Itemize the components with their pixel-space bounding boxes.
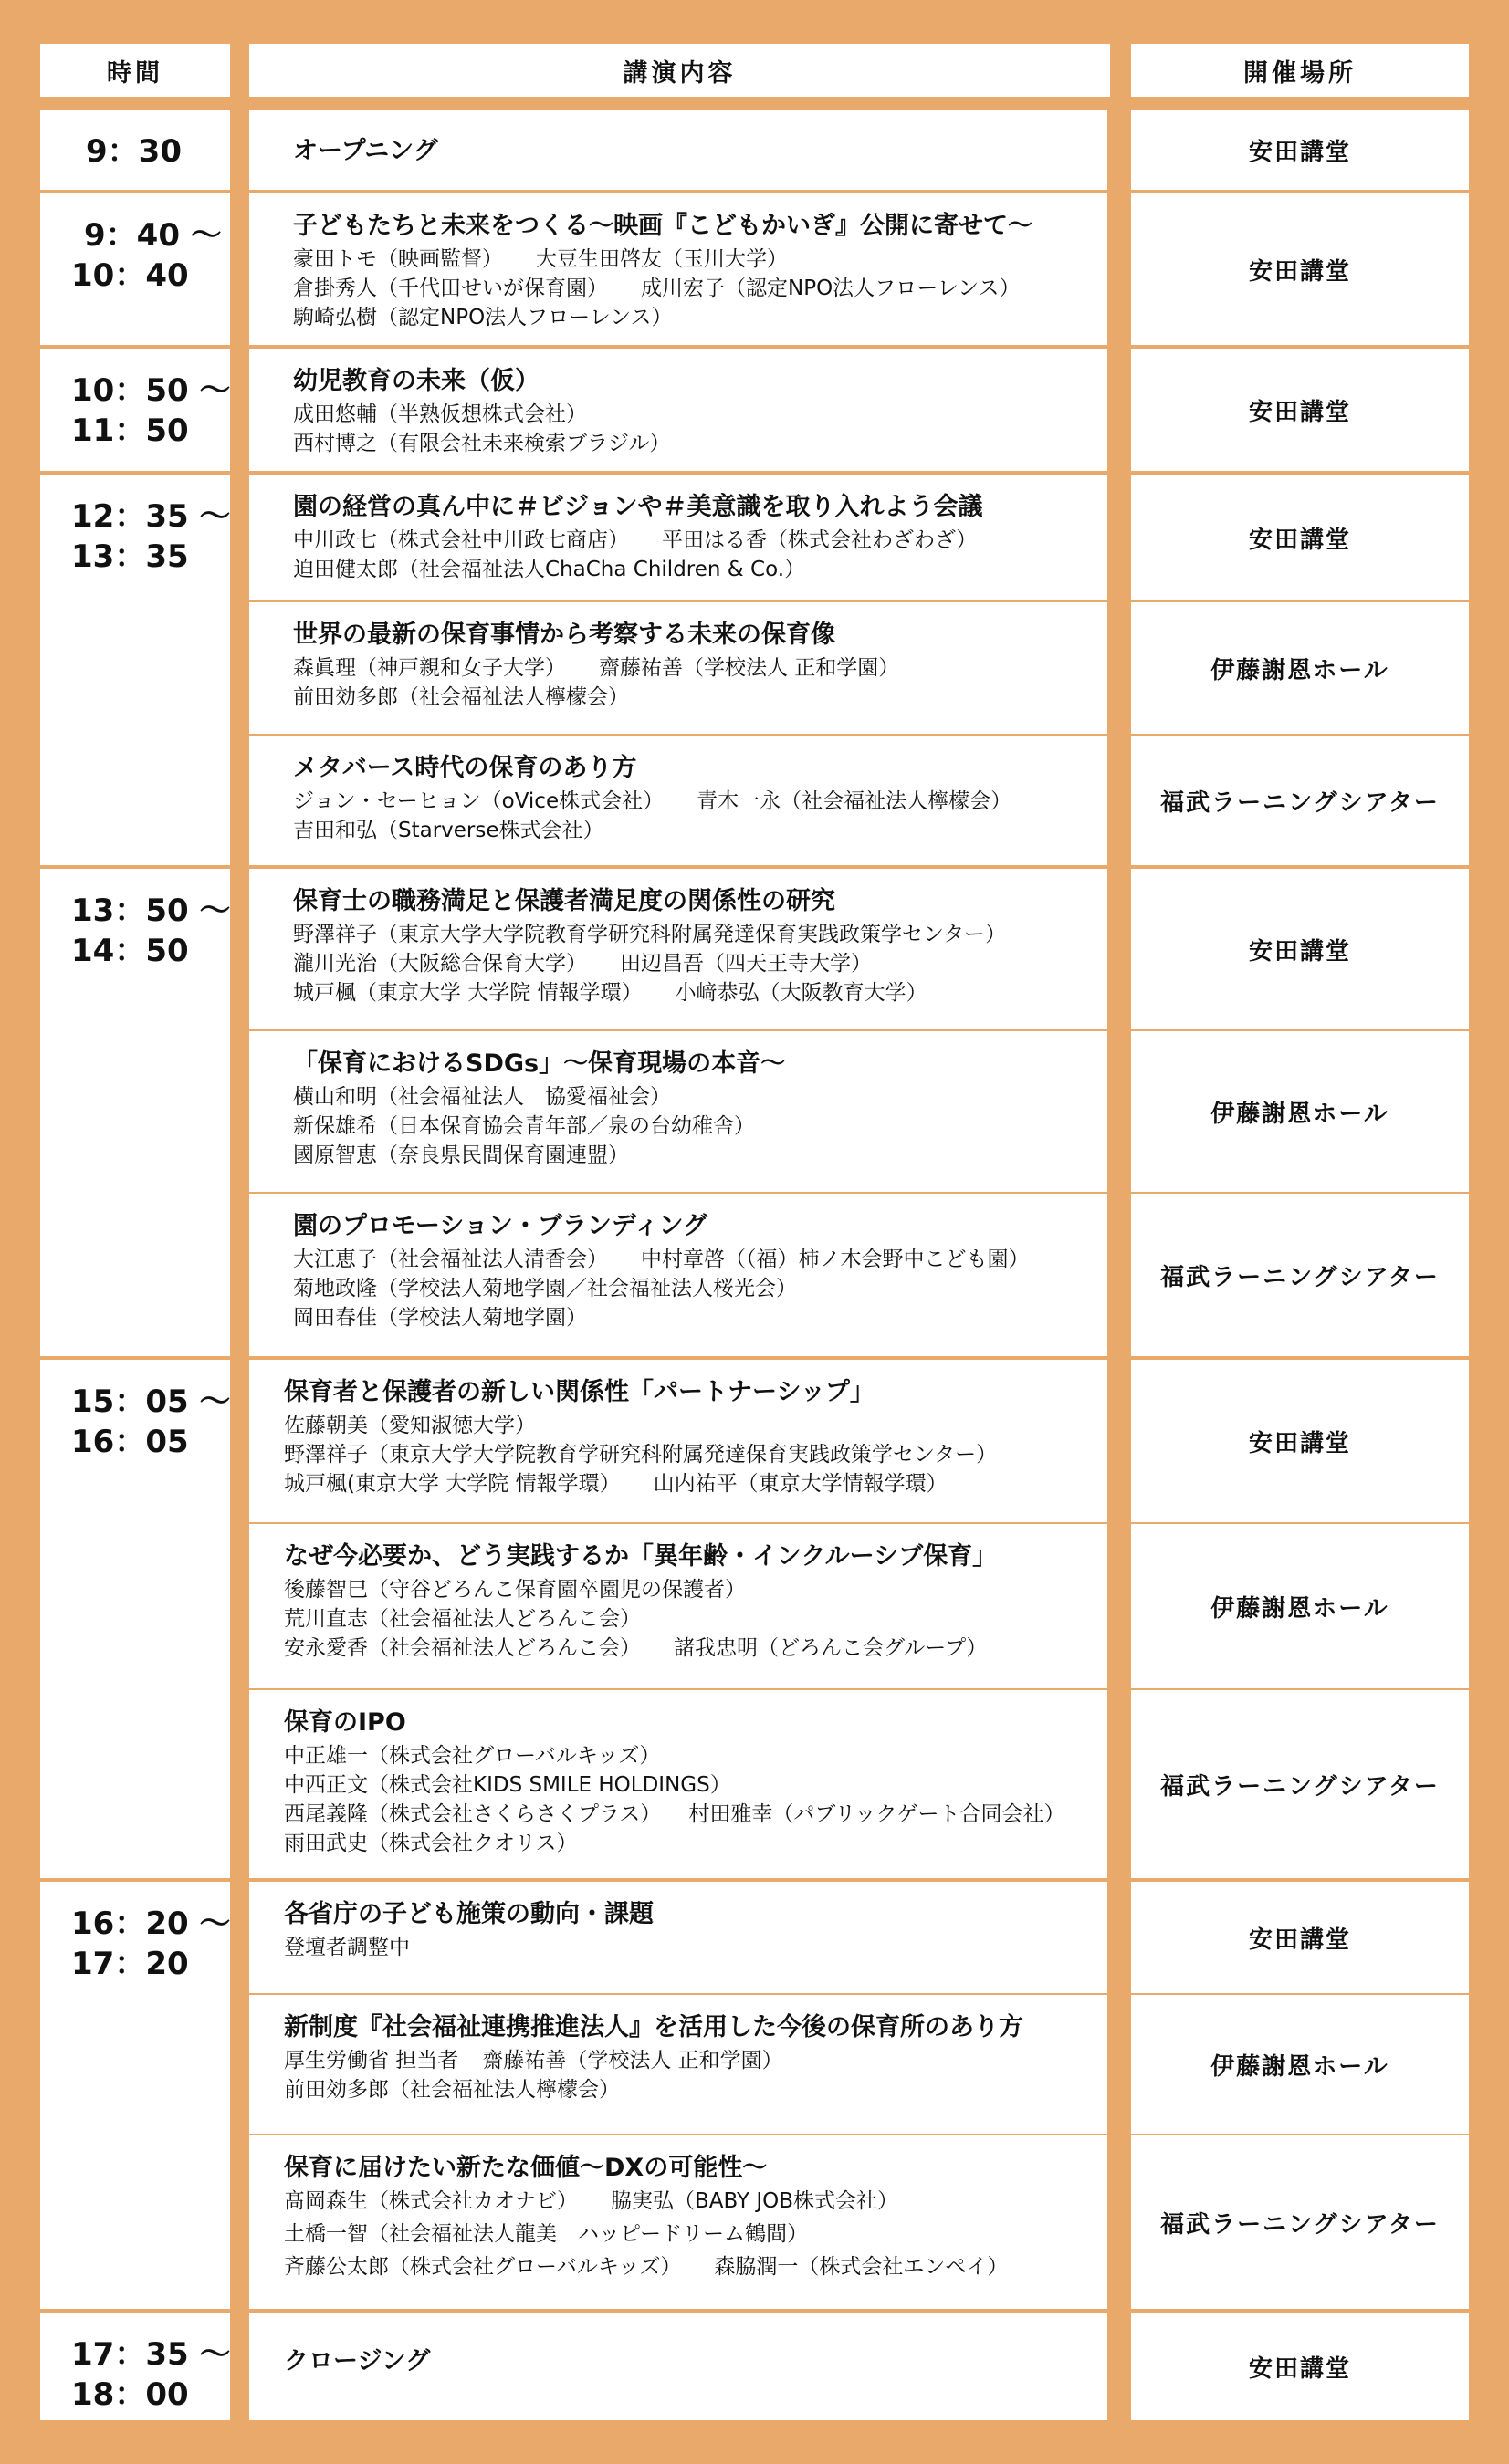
session-venue: 安田講堂 <box>1131 2313 1469 2420</box>
session-venue: 福武ラーニングシアター <box>1131 1194 1469 1356</box>
speaker-line: 登壇者調整中 <box>284 1936 410 1959</box>
header-time: 時間 <box>40 44 230 97</box>
session-row <box>249 193 1469 345</box>
time-start: 9：30 <box>86 133 182 170</box>
speaker-line: 斉藤公太郎（株式会社グローバルキッズ） 森脇潤一（株式会社エンペイ） <box>284 2255 1009 2279</box>
time-slot-8 <box>40 2313 230 2420</box>
time-end: 17：20 <box>71 1946 189 1982</box>
session-venue: 福武ラーニングシアター <box>1131 2135 1469 2309</box>
time-end: 16：05 <box>71 1424 189 1460</box>
time-end: 13：35 <box>71 538 189 575</box>
session-title: 子どもたちと未来をつくる〜映画『こどもかいぎ』公開に寄せて〜 <box>293 212 1032 240</box>
session-venue: 伊藤謝恩ホール <box>1131 602 1469 734</box>
session-title: 園の経営の真ん中に＃ビジョンや＃美意識を取り入れよう会議 <box>293 493 983 521</box>
session-venue: 安田講堂 <box>1131 869 1469 1029</box>
session-row <box>249 1882 1469 1993</box>
speaker-line: 西村博之（有限会社未来検索ブラジル） <box>293 432 671 455</box>
session-title: メタバース時代の保育のあり方 <box>293 754 637 782</box>
session-venue: 福武ラーニングシアター <box>1131 736 1469 865</box>
speaker-line: 荒川直志（社会福祉法人どろんこ会） <box>284 1607 641 1631</box>
session-venue: 伊藤謝恩ホール <box>1131 1995 1469 2134</box>
speaker-line: 後藤智巳（守谷どろんこ保育園卒園児の保護者） <box>284 1578 746 1602</box>
session-row <box>249 2135 1469 2309</box>
session-title: 保育士の職務満足と保護者満足度の関係性の研究 <box>293 887 835 915</box>
session-row <box>249 869 1469 1029</box>
speaker-line: 豪田トモ（映画監督） 大豆生田啓友（玉川大学） <box>293 247 788 271</box>
speaker-line: 髙岡森生（株式会社カオナビ） 脇実弘（BABY JOB株式会社） <box>284 2189 899 2213</box>
session-title: 幼児教育の未来（仮） <box>293 367 540 395</box>
speaker-line: 西尾義隆（株式会社さくらさくプラス） 村田雅幸（パブリックゲート合同会社） <box>284 1802 1065 1826</box>
session-venue: 安田講堂 <box>1131 475 1469 600</box>
time-start: 17：35 〜 <box>71 2336 231 2373</box>
speaker-line: 吉田和弘（Starverse株式会社） <box>293 819 604 842</box>
speaker-line: 岡田春佳（学校法人菊地学園） <box>293 1306 587 1330</box>
time-end: 14：50 <box>71 933 189 969</box>
session-title: 保育に届けたい新たな価値〜DXの可能性〜 <box>284 2154 768 2182</box>
session-venue: 安田講堂 <box>1131 1882 1469 1993</box>
time-start: 10：50 〜 <box>71 372 231 409</box>
speaker-line: 駒崎弘樹（認定NPO法人フローレンス） <box>293 306 673 329</box>
speaker-line: 國原智恵（奈良県民間保育園連盟） <box>293 1143 629 1167</box>
session-title: 保育のIPO <box>284 1708 406 1737</box>
header-venue: 開催場所 <box>1131 44 1469 97</box>
session-title: なぜ今必要か、どう実践するか「異年齢・インクルーシブ保育」 <box>284 1542 998 1571</box>
speaker-line: 前田効多郎（社会福祉法人檸檬会） <box>293 685 629 709</box>
speaker-line: 中西正文（株式会社KIDS SMILE HOLDINGS） <box>284 1773 731 1797</box>
session-row <box>249 475 1469 600</box>
speaker-line: 瀧川光治（大阪総合保育大学） 田辺昌吾（四天王寺大学） <box>293 952 872 976</box>
session-row <box>249 1690 1469 1878</box>
session-row <box>249 2313 1469 2420</box>
speaker-line: ジョン・セーヒョン（oVice株式会社） 青木一永（社会福祉法人檸檬会） <box>293 789 1012 813</box>
session-venue: 福武ラーニングシアター <box>1131 1690 1469 1878</box>
speaker-line: 大江恵子（社会福祉法人清香会） 中村章啓（（福）柿ノ木会野中こども園） <box>293 1248 1030 1271</box>
session-row <box>249 1360 1469 1522</box>
session-row <box>249 110 1469 190</box>
time-end: 18：00 <box>71 2376 189 2413</box>
session-title: 世界の最新の保育事情から考察する未来の保育像 <box>293 621 835 649</box>
time-start: 12：35 〜 <box>71 498 231 535</box>
speaker-line: 雨田武史（株式会社クオリス） <box>284 1832 578 1855</box>
session-venue: 安田講堂 <box>1131 349 1469 471</box>
session-row <box>249 602 1469 734</box>
session-title: 「保育におけるSDGs」〜保育現場の本音〜 <box>293 1049 786 1078</box>
time-start: 9：40 〜 <box>84 217 222 254</box>
time-slot-7 <box>40 1882 230 2309</box>
speaker-line: 安永愛香（社会福祉法人どろんこ会） 諸我忠明（どろんこ会グループ） <box>284 1636 988 1660</box>
speaker-line: 倉掛秀人（千代田せいが保育園） 成川宏子（認定NPO法人フローレンス） <box>293 277 1021 300</box>
time-slot-6 <box>40 1360 230 1878</box>
session-title: 保育者と保護者の新しい関係性「パートナーシップ」 <box>284 1378 875 1406</box>
session-venue: 伊藤謝恩ホール <box>1131 1524 1469 1688</box>
speaker-line: 新保雄希（日本保育協会青年部／泉の台幼稚舎） <box>293 1114 755 1138</box>
speaker-line: 中川政七（株式会社中川政七商店） 平田はる香（株式会社わざわざ） <box>293 528 978 552</box>
speaker-line: 佐藤朝美（愛知淑徳大学） <box>284 1414 536 1437</box>
session-venue: 安田講堂 <box>1131 1360 1469 1522</box>
time-slot-1 <box>40 110 230 190</box>
session-row <box>249 1524 1469 1688</box>
speaker-line: 野澤祥子（東京大学大学院教育学研究科附属発達保育実践政策学センター） <box>293 923 1007 946</box>
time-end: 10：40 <box>71 257 189 294</box>
session-venue: 安田講堂 <box>1131 193 1469 345</box>
time-slot-4 <box>40 475 230 865</box>
speaker-line: 野澤祥子（東京大学大学院教育学研究科附属発達保育実践政策学センター） <box>284 1443 998 1467</box>
time-start: 16：20 〜 <box>71 1905 231 1942</box>
session-row <box>249 1995 1469 2134</box>
time-end: 11：50 <box>71 412 189 449</box>
speaker-line: 城戸楓(東京大学 大学院 情報学環） 山内祐平（東京大学情報学環） <box>284 1472 948 1496</box>
speaker-line: 前田効多郎（社会福祉法人檸檬会） <box>284 2078 620 2102</box>
speaker-line: 城戸楓（東京大学 大学院 情報学環） 小﨑恭弘（大阪教育大学） <box>293 981 927 1005</box>
speaker-line: 厚生労働省 担当者 齋藤祐善（学校法人 正和学園） <box>284 2049 783 2072</box>
time-slot-3 <box>40 349 230 471</box>
session-row <box>249 1031 1469 1192</box>
session-title: クロージング <box>284 2347 431 2375</box>
time-slot-5 <box>40 869 230 1356</box>
time-start: 13：50 〜 <box>71 893 231 929</box>
speaker-line: 成田悠輔（半熟仮想株式会社） <box>293 402 587 426</box>
header-content: 講演内容 <box>249 44 1110 97</box>
session-title: 新制度『社会福祉連携推進法人』を活用した今後の保育所のあり方 <box>284 2013 1023 2041</box>
session-row <box>249 736 1469 865</box>
session-row <box>249 349 1469 471</box>
time-slot-2 <box>40 193 230 345</box>
session-title: オープニング <box>293 137 438 165</box>
speaker-line: 土橋一智（社会福祉法人龍美 ハッピードリーム鶴間） <box>284 2222 809 2246</box>
time-start: 15：05 〜 <box>71 1383 231 1420</box>
session-venue: 伊藤謝恩ホール <box>1131 1031 1469 1192</box>
speaker-line: 中正雄一（株式会社グローバルキッズ） <box>284 1744 661 1768</box>
session-title: 各省庁の子ども施策の動向・課題 <box>284 1900 654 1928</box>
speaker-line: 迫田健太郎（社会福祉法人ChaCha Children & Co.） <box>293 558 806 581</box>
speaker-line: 森眞理（神戸親和女子大学） 齋藤祐善（学校法人 正和学園） <box>293 656 900 680</box>
session-title: 園のプロモーション・ブランディング <box>293 1212 708 1240</box>
speaker-line: 横山和明（社会福祉法人 協愛福祉会） <box>293 1085 671 1109</box>
session-venue: 安田講堂 <box>1131 110 1469 190</box>
speaker-line: 菊地政隆（学校法人菊地学園／社会福祉法人桜光会） <box>293 1277 797 1300</box>
session-row <box>249 1194 1469 1356</box>
